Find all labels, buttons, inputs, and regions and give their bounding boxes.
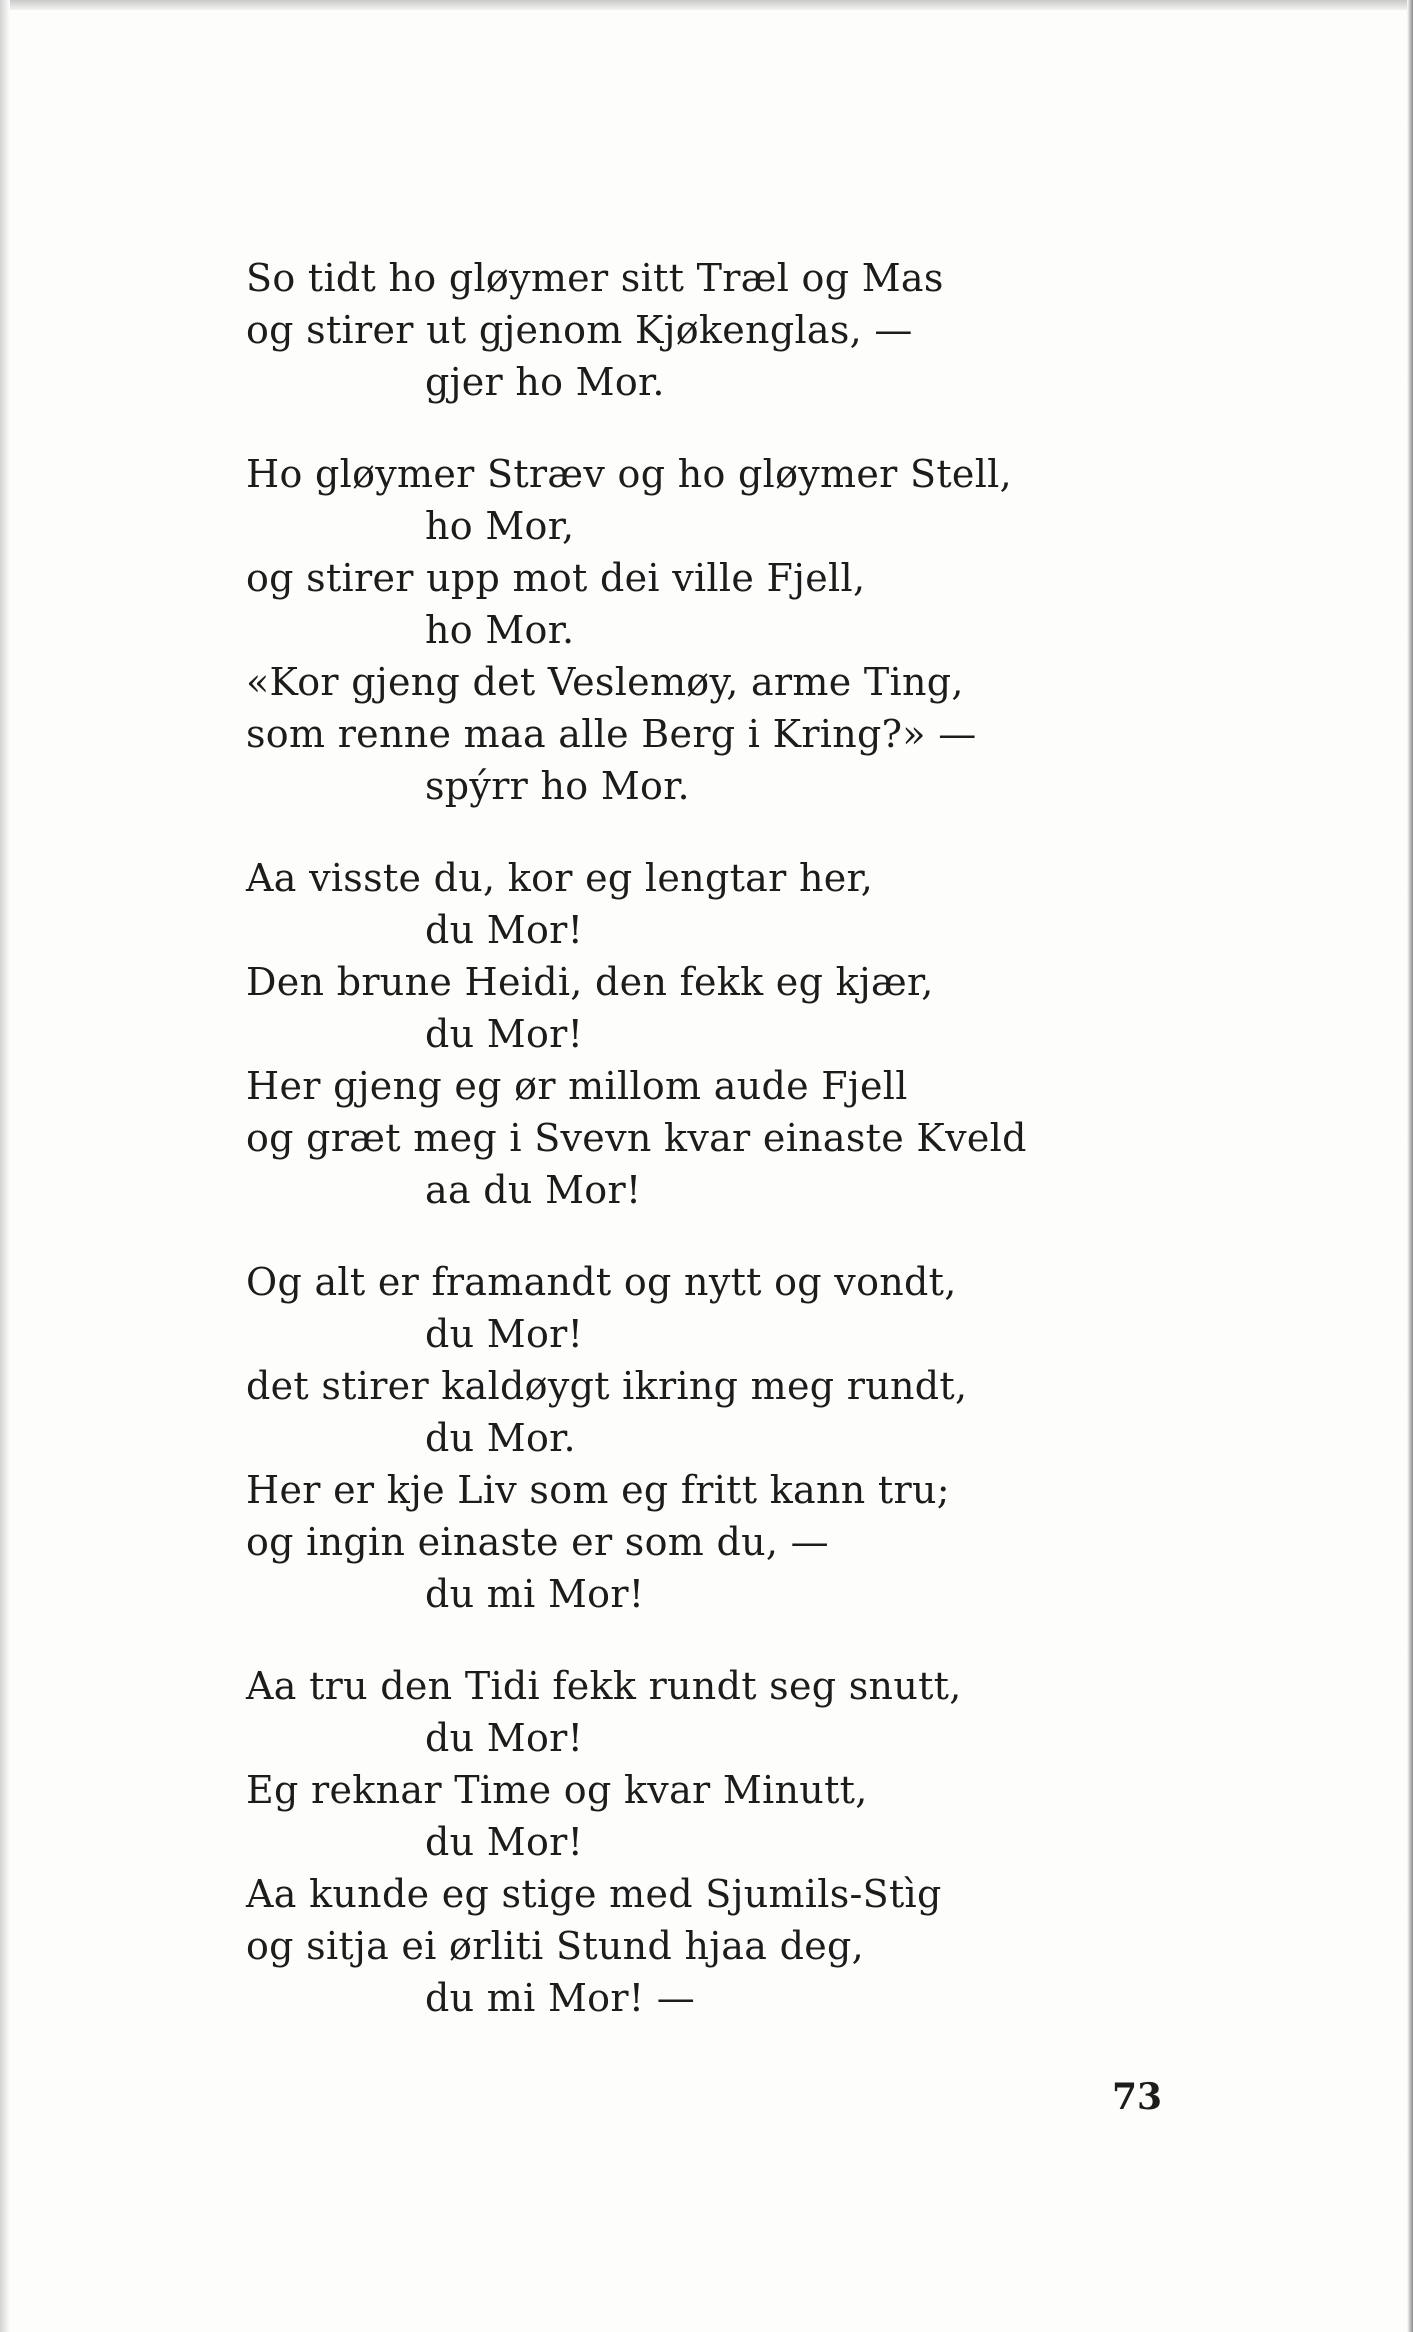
poem-line: og stirer ut gjenom Kjøkenglas, — [246,308,913,352]
poem-line: Her er kje Liv som eg fritt kann tru; [246,1468,950,1512]
poem-line-refrain: du Mor. [425,1416,576,1460]
poem-line: Aa kunde eg stige med Sjumils-Stìg [246,1872,942,1916]
poem-line: «Kor gjeng det Veslemøy, arme Ting, [246,660,964,704]
poem-line-refrain: gjer ho Mor. [425,360,665,404]
poem-line: Eg reknar Time og kvar Minutt, [246,1768,868,1812]
poem-line: det stirer kaldøygt ikring meg rundt, [246,1364,968,1408]
poem-line: Ho gløymer Stræv og ho gløymer Stell, [246,452,1012,496]
poem-line-refrain: aa du Mor! [425,1168,642,1212]
poem-line: Her gjeng eg ør millom aude Fjell [246,1064,908,1108]
poem-line-refrain: du Mor! [425,1716,584,1760]
page-top-edge [0,0,1413,10]
poem-line-refrain: ho Mor, [425,504,575,548]
poem-line: Og alt er framandt og nytt og vondt, [246,1260,957,1304]
poem-line: Aa tru den Tidi fekk rundt seg snutt, [246,1664,962,1708]
poem-line: Den brune Heidi, den fekk eg kjær, [246,960,934,1004]
page-right-edge [1407,0,1413,2332]
poem-line: og ingin einaste er som du, — [246,1520,829,1564]
poem-line: som renne maa alle Berg i Kring?» — [246,712,977,756]
poem-line: og græt meg i Svevn kvar einaste Kveld [246,1116,1027,1160]
poem-line: So tidt ho gløymer sitt Træl og Mas [246,256,944,300]
poem-line-refrain: ho Mor. [425,608,575,652]
poem-line-refrain: du mi Mor! — [425,1976,696,2020]
poem-line: og sitja ei ørliti Stund hjaa deg, [246,1924,865,1968]
poem-line-refrain: du mi Mor! [425,1572,645,1616]
poem-line: og stirer upp mot dei ville Fjell, [246,556,866,600]
page-number: 73 [1112,2076,1163,2118]
page-left-edge [0,0,10,2332]
poem-line-refrain: du Mor! [425,1312,584,1356]
poem-line-refrain: spýrr ho Mor. [425,764,690,808]
poem-line: Aa visste du, kor eg lengtar her, [246,856,874,900]
poem-line-refrain: du Mor! [425,1012,584,1056]
poem-line-refrain: du Mor! [425,908,584,952]
poem-line-refrain: du Mor! [425,1820,584,1864]
